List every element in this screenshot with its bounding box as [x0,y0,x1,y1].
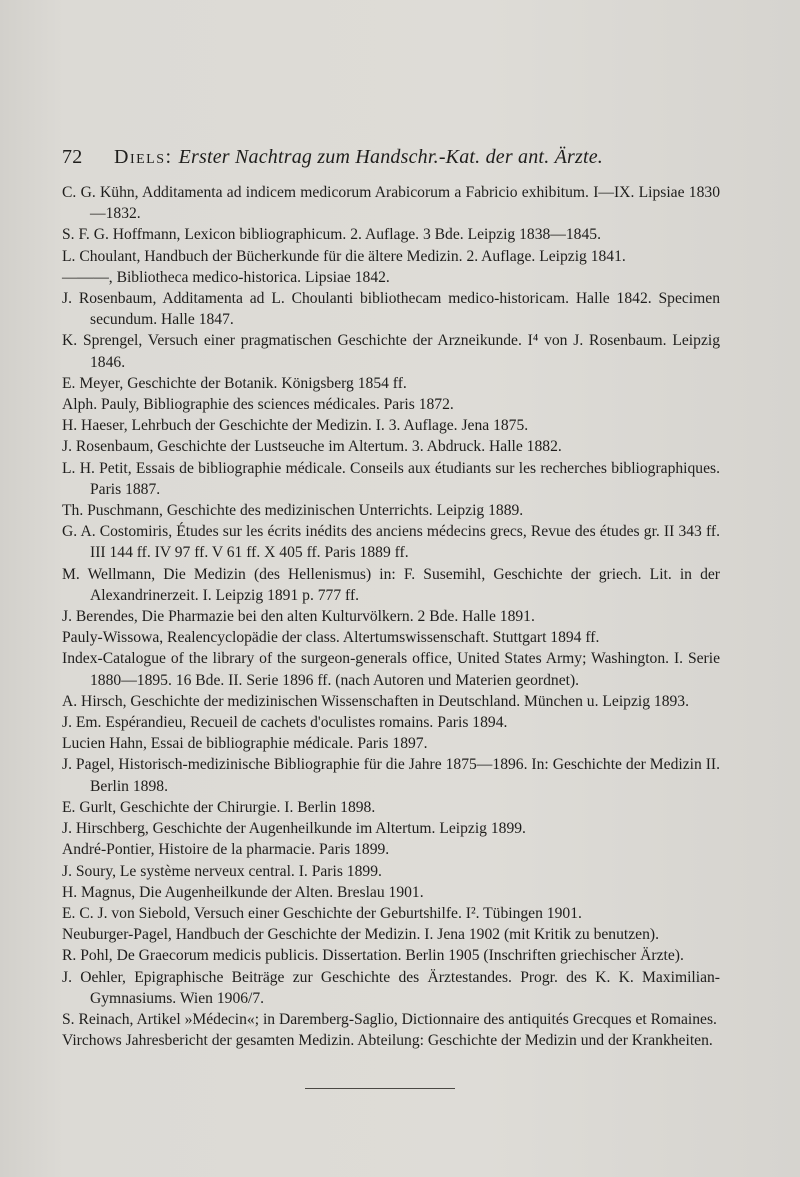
bibliography-entry: André-Pontier, Histoire de la pharmacie. Paris 1899. [62,841,390,859]
bibliography-entry: Index-Catalogue of the library of the surgeon-generals office, United States Army; Washington. I. Serie 1880—1895. 16 Bde. II. Serie 1896 ff. (nach Autoren und Materien geordnet). [62,650,720,689]
bibliography-entry: J. Rosenbaum, Geschichte der Lustseuche im Altertum. 3. Abdruck. Halle 1882. [62,438,562,456]
bibliography-entry: A. Hirsch, Geschichte der medizinischen Wissenschaften in Deutschland. München u. Leipzig 1893. [62,692,689,710]
bibliography-entry: S. Reinach, Artikel »Médecin«; in Daremberg-Saglio, Dictionnaire des antiquités Grecques et Romaines. [62,1010,717,1028]
running-header [62,146,742,169]
bibliography-entry: Pauly-Wissowa, Realencyclopädie der class. Altertumswissenschaft. Stuttgart 1894 ff. [62,629,600,647]
bibliography-entry: H. Haeser, Lehrbuch der Geschichte der Medizin. I. 3. Auflage. Jena 1875. [62,417,529,435]
bibliography-entry: Virchows Jahresbericht der gesamten Medizin. Abteilung: Geschichte der Medizin und der Krankheiten. [62,1032,713,1050]
bibliography-entry: J. Em. Espérandieu, Recueil de cachets d'oculistes romains. Paris 1894. [62,714,508,732]
bibliography-entry: R. Pohl, De Graecorum medicis publicis. Dissertation. Berlin 1905 (Inschriften griechischer Ärzte). [62,947,684,965]
bibliography-entry: M. Wellmann, Die Medizin (des Hellenismus) in: F. Susemihl, Geschichte der griech. Lit. in der Alexandrinerzeit. I. Leipzig 1891 p. 777 ff. [62,565,720,604]
footer-rule [305,1088,455,1089]
bibliography-entry: J. Hirschberg, Geschichte der Augenheilkunde im Altertum. Leipzig 1899. [62,820,526,838]
bibliography-entry: H. Magnus, Die Augenheilkunde der Alten. Breslau 1901. [62,883,424,901]
bibliography-list [62,182,720,1051]
bibliography-entry: J. Berendes, Die Pharmazie bei den alten Kulturvölkern. 2 Bde. Halle 1891. [62,608,535,626]
bibliography-entry: Th. Puschmann, Geschichte des medizinischen Unterrichts. Leipzig 1889. [62,502,524,520]
bibliography-entry: K. Sprengel, Versuch einer pragmatischen Geschichte der Arzneikunde. I⁴ von J. Rosenbaum. Leipzig 1846. [62,332,720,371]
header-title: Erster Nachtrag zum Handschr.-Kat. der ant. Ärzte. [178,146,604,168]
bibliography-entry: L. H. Petit, Essais de bibliographie médicale. Conseils aux étudiants sur les recherches bibliographiques. Paris 1887. [62,459,720,498]
bibliography-entry: E. C. J. von Siebold, Versuch einer Geschichte der Geburtshilfe. I². Tübingen 1901. [62,904,582,922]
bibliography-entry: J. Pagel, Historisch-medizinische Bibliographie für die Jahre 1875—1896. In: Geschichte der Medizin II. Berlin 1898. [62,756,720,795]
bibliography-entry: Neuburger-Pagel, Handbuch der Geschichte der Medizin. I. Jena 1902 (mit Kritik zu benutzen). [62,926,659,944]
bibliography-entry: Lucien Hahn, Essai de bibliographie médicale. Paris 1897. [62,735,428,753]
bibliography-entry: E. Gurlt, Geschichte der Chirurgie. I. Berlin 1898. [62,798,376,816]
bibliography-entry: J. Soury, Le système nerveux central. I. Paris 1899. [62,862,382,880]
bibliography-entry: J. Oehler, Epigraphische Beiträge zur Geschichte des Ärztestandes. Progr. des K. K. Maximilian-Gymnasiums. Wien 1906/7. [62,968,720,1007]
bibliography-entry: G. A. Costomiris, Études sur les écrits inédits des anciens médecins grecs, Revue des études gr. II 343 ff. III 144 ff. IV 97 ff. V 61 ff. X 405 ff. Paris 1889 ff. [62,523,720,562]
bibliography-entry: E. Meyer, Geschichte der Botanik. Königsberg 1854 ff. [62,374,407,392]
page-number: 72 [62,146,83,168]
bibliography-entry: ———, Bibliotheca medico-historica. Lipsiae 1842. [62,268,390,286]
bibliography-entry: L. Choulant, Handbuch der Bücherkunde für die ältere Medizin. 2. Auflage. Leipzig 1841. [62,247,626,265]
header-author: Diels: [114,146,173,168]
bibliography-entry: C. G. Kühn, Additamenta ad indicem medicorum Arabicorum a Fabricio exhibitum. I—IX. Lipsiae 1830—1832. [62,184,720,223]
bibliography-entry: Alph. Pauly, Bibliographie des sciences médicales. Paris 1872. [62,396,454,414]
bibliography-entry: J. Rosenbaum, Additamenta ad L. Choulanti bibliothecam medico-historicam. Halle 1842. Specimen secundum. Halle 1847. [62,290,720,329]
bibliography-entry: S. F. G. Hoffmann, Lexicon bibliographicum. 2. Auflage. 3 Bde. Leipzig 1838—1845. [62,226,601,244]
